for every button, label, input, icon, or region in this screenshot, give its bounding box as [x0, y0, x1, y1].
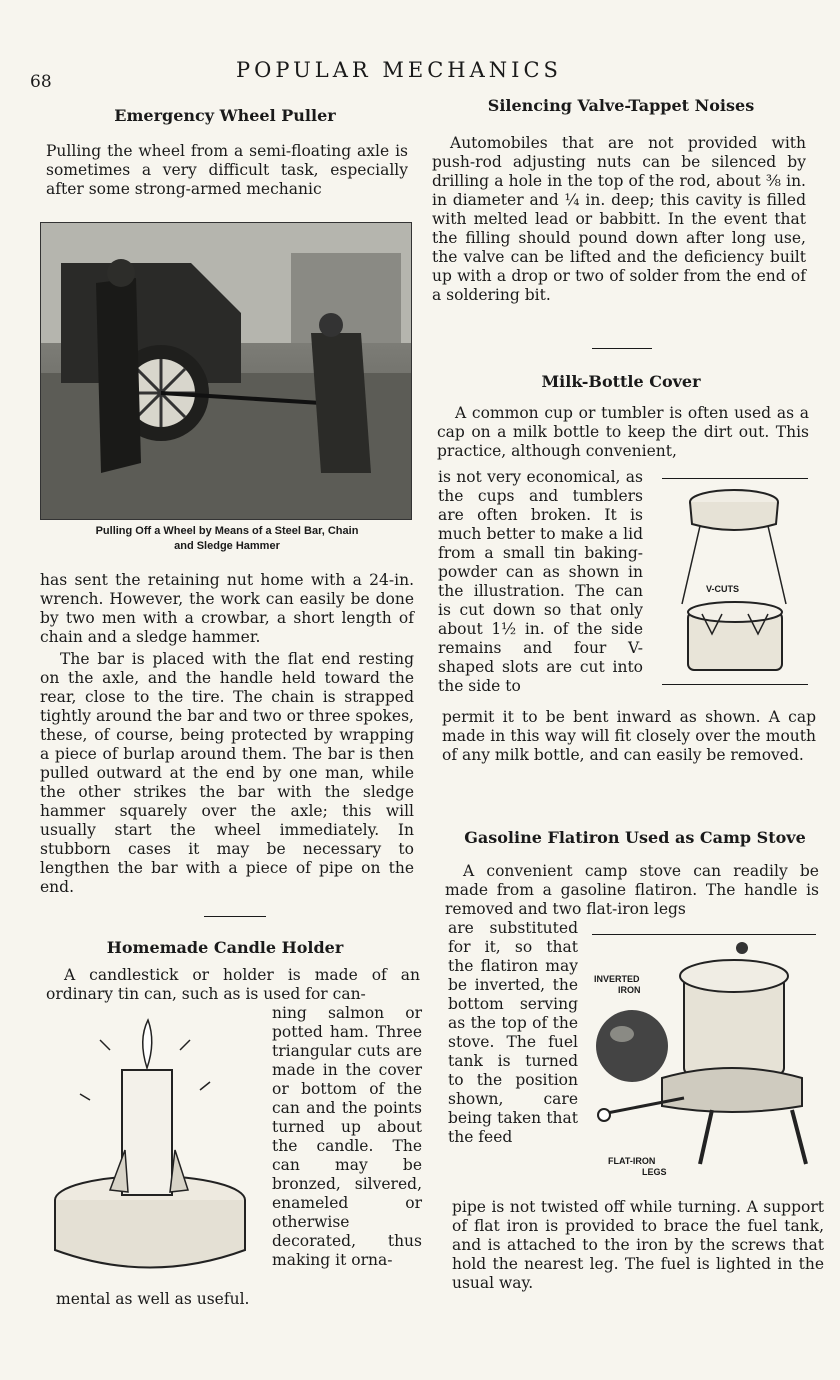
camp-stove-end: pipe is not twisted off while turning. A support of flat iron is provided to brace the fuel tank, and is attached to the iron by the screws that hold the nearest leg. The fuel is lighted in the usual way.: [452, 1198, 824, 1292]
wheel-puller-caption-2: and Sledge Hammer: [174, 540, 280, 552]
milk-bottle-end: permit it to be bent inward as shown. A cap made in this way will fit closely over the mouth of any milk bottle, and can easily be removed.: [442, 708, 816, 764]
candle-holder-side: ning salmon or potted ham. Three triangular cuts are made in the cover or bottom of the can and the points turned up about the candle. The can may be bronzed, silvered, enameled or otherwise decorated, thus making it orna-: [272, 1004, 422, 1269]
camp-stove-intro: A convenient camp stove can readily be made from a gasoline flatiron. The handle is removed and two flat-iron legs: [445, 862, 819, 918]
candle-holder-illustration: [50, 1010, 265, 1280]
inverted-label: INVERTED: [594, 974, 640, 984]
candle-holder-end: mental as well as useful.: [56, 1290, 250, 1308]
camp-stove-side: are substituted for it, so that the flatiron may be inverted, the bottom serving as the top of the stove. The fuel tank is turned to the position shown, care being taken that the feed: [448, 919, 578, 1146]
section-divider: [204, 916, 266, 917]
figure-rule-bottom: [662, 684, 808, 685]
page-number: 68: [30, 72, 52, 92]
masthead: POPULAR MECHANICS: [236, 58, 562, 82]
valve-tappet-body: Automobiles that are not provided with push-rod adjusting nuts can be silenced by drilling a hole in the top of the rod, about ⅜ in. in diameter and ¼ in. deep; this cavity is filled with melted lead or babbitt. In the event that the filling should pound down after long use, the valve can be lifted and the deficiency built up with a drop or two of solder from the end of a soldering bit.: [432, 134, 806, 304]
wheel-puller-photo: [40, 222, 412, 520]
camp-stove-title: Gasoline Flatiron Used as Camp Stove: [464, 828, 806, 847]
legs-label: LEGS: [642, 1167, 667, 1177]
camp-stove-illustration: [592, 938, 816, 1178]
wheel-puller-para-1: has sent the retaining nut home with a 24-in. wrench. However, the work can easily be done by two men with a crowbar, a short length of chain and a sledge hammer.: [40, 571, 414, 646]
milk-bottle-illustration: [662, 484, 808, 680]
wheel-puller-para-2: The bar is placed with the flat end resting on the axle, and the handle held toward the rear, close to the tire. The chain is strapped tightly around the bar and two or three spokes, these, of course, being protected by wrapping a piece of burlap around them. The bar is then pulled outward at the end by one man, while the other strikes the bar with the sledge hammer squarely over the axle; this will usually start the wheel immediately. In stubborn cases it may be necessary to lengthen the bar with a piece of pipe on the end.: [40, 650, 414, 896]
candle-holder-intro: A candlestick or holder is made of an ordinary tin can, such as is used for can-: [46, 966, 420, 1003]
figure-rule-top: [592, 934, 816, 935]
milk-bottle-title: Milk-Bottle Cover: [541, 372, 701, 391]
milk-bottle-intro: A common cup or tumbler is often used as a cap on a milk bottle to keep the dirt out. This practice, although convenient,: [437, 404, 809, 460]
v-cuts-label: V-CUTS: [706, 584, 740, 594]
figure-rule-top: [662, 478, 808, 479]
flat-iron-label: FLAT-IRON: [608, 1156, 656, 1166]
candle-holder-title: Homemade Candle Holder: [106, 938, 344, 957]
wheel-puller-intro: Pulling the wheel from a semi-floating axle is sometimes a very difficult task, especially after some strong-armed mechanic: [46, 142, 408, 198]
wheel-puller-caption-1: Pulling Off a Wheel by Means of a Steel Bar, Chain: [95, 525, 359, 537]
wheel-puller-title: Emergency Wheel Puller: [114, 106, 336, 125]
milk-bottle-side: is not very economical, as the cups and tumblers are often broken. It is much better to make a lid from a small tin baking-powder can as shown in the illustration. The can is cut down so that only about 1½ in. of the side remains and four V-shaped slots are cut into the side to: [438, 468, 643, 695]
valve-tappet-title: Silencing Valve-Tappet Noises: [487, 96, 755, 115]
iron-label: IRON: [618, 985, 641, 995]
section-divider: [592, 348, 652, 349]
